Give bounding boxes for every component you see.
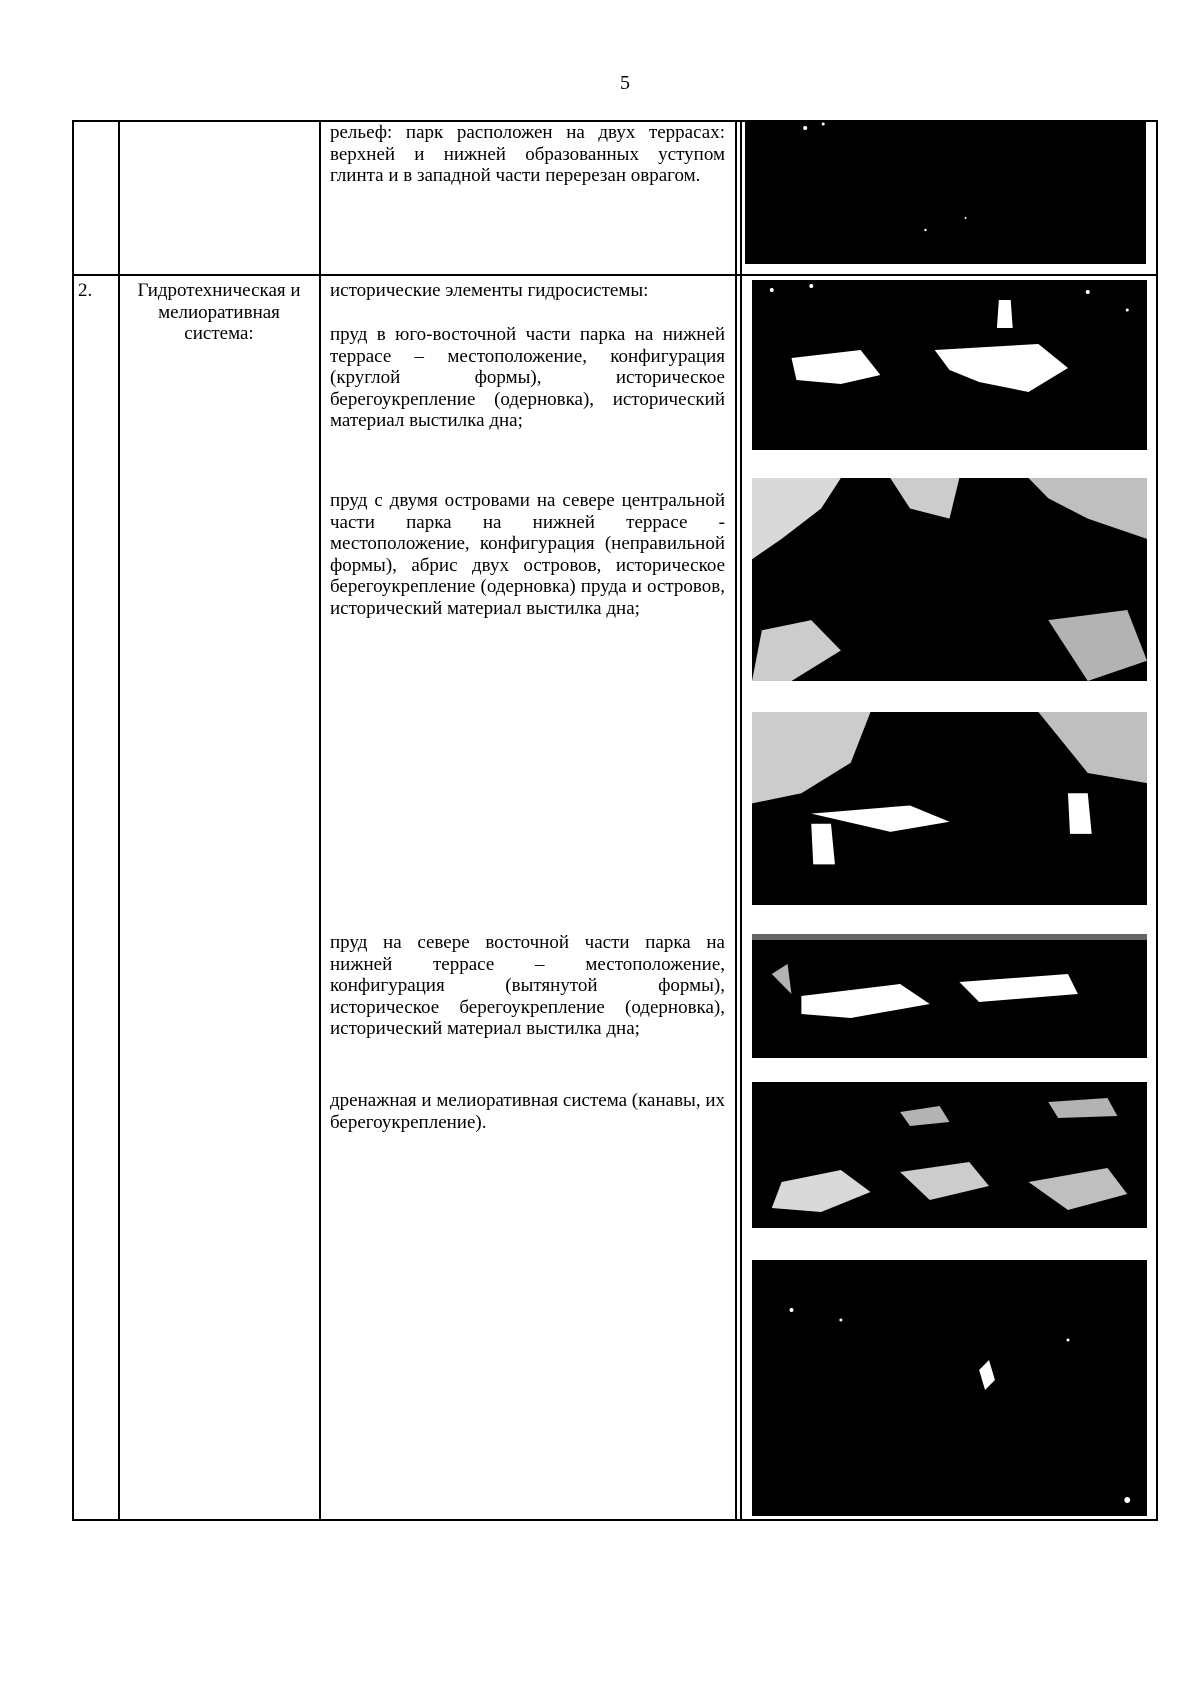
row-2-description-round-pond: пруд в юго-восточной части парка на нижней террасе – местоположение, конфигурация (круглой формы), историческое берегоукрепление (одерновка), исторический материал выстилка дна; xyxy=(330,324,725,431)
column-divider-2 xyxy=(319,120,321,1521)
drainage-ditch-photo-1 xyxy=(752,1082,1147,1228)
pond-with-islands-photo-2 xyxy=(752,712,1147,905)
drainage-ditch-photo-2 xyxy=(752,1260,1147,1516)
row-2-name: Гидротехническая и мелиоративная система: xyxy=(137,280,301,344)
relief-terrace-photo xyxy=(745,120,1146,264)
column-divider-1 xyxy=(118,120,120,1521)
row-1-description: рельеф: парк расположен на двух террасах: верхней и нижней образованных уступом глинта и в западной части перерезан оврагом. xyxy=(330,122,725,186)
elongated-pond-photo xyxy=(752,934,1147,1058)
page-number: 5 xyxy=(620,72,630,94)
row-2-description-intro: исторические элементы гидросистемы: xyxy=(330,280,649,301)
heritage-table xyxy=(72,120,1158,1521)
table-border-bottom xyxy=(72,1519,1158,1521)
row-2-description-drainage: дренажная и мелиоративная система (канавы, их берегоукрепление). xyxy=(330,1090,725,1133)
row-divider xyxy=(72,274,1158,276)
row-2-number: 2. xyxy=(78,280,93,301)
column-divider-3 xyxy=(735,120,737,1521)
row-2-description-elongated-pond: пруд на севере восточной части парка на нижней террасе – местоположение, конфигурация (вытянутой формы), историческое берегоукрепление (одерновка), исторический материал выстилка дна; xyxy=(330,932,725,1039)
table-border-left xyxy=(72,120,74,1521)
pond-with-islands-photo-1 xyxy=(752,478,1147,681)
row-2-description-islands-pond: пруд с двумя островами на севере центральной части парка на нижней террасе - местоположение, конфигурация (неправильной формы), абрис двух островов, историческое берегоукрепление (одерновка) пруда и островов, исторический материал выстилка дна; xyxy=(330,490,725,619)
round-pond-photo xyxy=(752,280,1147,450)
column-divider-3b xyxy=(740,120,742,1521)
table-border-right xyxy=(1156,120,1158,1521)
